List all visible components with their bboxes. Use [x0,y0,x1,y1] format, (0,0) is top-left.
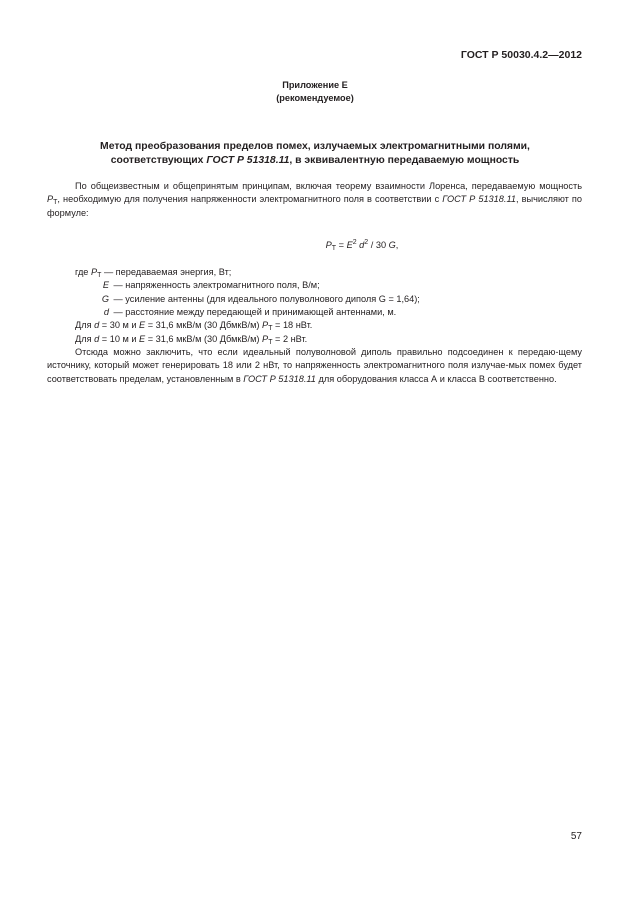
method-title-line2 [60,154,570,168]
definition-e-text: — напряженность электромагнитного поля, В/м; [111,280,320,291]
formula-rest: / 30 [368,239,389,250]
case-10m-c: = 31,6 мкВ/м (30 ДбмкВ/м) [145,333,263,344]
definition-pt-sub: T [97,272,102,280]
case-10m-e: E [139,333,146,344]
method-title-standard-ref: ГОСТ Р 51318.11 [206,155,290,166]
annex-type: (рекомендуемое) [276,93,354,103]
definition-e-symbol: E [102,280,109,291]
definitions [47,266,582,319]
case-30m [47,319,582,332]
definition-pt [47,266,582,279]
formula-e-sup: 2 [352,238,357,246]
definition-e [47,279,582,292]
intro-symbol: P [47,194,54,205]
case-30m-p: P [262,320,269,331]
formula [47,239,582,252]
intro-text-a: По общеизвестным и общепринятым принципам, включая теорему взаимности Лоренса, передаваемую мощность [75,181,582,191]
body-text [47,180,582,386]
formula-d: d [356,239,365,250]
formula-lhs: P [325,239,332,250]
definition-g-symbol: G [101,293,109,304]
case-10m-p-sub: T [268,338,273,346]
formula-lhs-sub: T [331,244,337,252]
formula-eq: = [336,239,347,250]
method-title-text-b: , в эквивалентную передаваемую мощность [289,155,520,166]
definition-pt-symbol: P [90,267,98,278]
definition-d [47,306,582,319]
formula-g: G [388,239,396,250]
intro-text-b: , необходимую для получения напряженности электромагнитного поля в соответствии с [57,194,443,205]
method-title [60,140,570,168]
conclusion-standard-ref: ГОСТ Р 51318.11 [243,373,316,384]
formula-e: E [346,239,353,250]
intro-paragraph [47,180,582,220]
case-30m-end: = 18 нВт. [272,320,313,331]
formula-end: , [395,239,399,250]
case-10m [47,333,582,346]
definitions-lead: где [75,267,91,278]
case-30m-c: = 31,6 мкВ/м (30 ДбмкВ/м) [145,320,263,331]
definition-g-text: — усиление антенны (для идеального полуволнового диполя G = 1,64); [111,293,420,304]
definition-d-symbol: d [103,307,109,318]
case-30m-e: E [139,320,146,331]
case-10m-d: d [94,333,100,344]
case-30m-a: Для [75,320,95,331]
case-30m-b: = 30 м и [99,320,140,331]
formula-d-sup: 2 [364,238,369,246]
page-number: 57 [570,831,582,842]
conclusion-text-b: для оборудования класса А и класса В соответственно. [315,373,557,384]
document-code: ГОСТ Р 50030.4.2—2012 [460,49,582,61]
method-title-text-a: соответствующих [110,155,207,166]
definition-d-text: — расстояние между передающей и принимающей антеннами, м. [111,307,397,318]
intro-standard-ref: ГОСТ Р 51318.11 [442,194,516,205]
case-10m-end: = 2 нВт. [272,333,308,344]
case-10m-p: P [262,333,269,344]
definition-g [47,293,582,306]
case-30m-d: d [94,320,100,331]
conclusion-paragraph [47,346,582,386]
conclusion-text-a: Отсюда можно заключить, что если идеальный полуволновой диполь правильно подсоединен к передаю-щему источнику, который может генерировать 18 или 2 нВт, то напряженность электромагнитного поля излучае-мых помех будет соответствовать пределам, установленным в [47,346,582,384]
case-10m-a: Для [75,333,95,344]
case-10m-b: = 10 м и [99,333,140,344]
definition-pt-text: — передаваемая энергия, Вт; [101,267,232,278]
annex-title: Приложение Е [282,80,348,90]
intro-symbol-sub: T [53,199,58,207]
case-30m-p-sub: T [268,325,273,333]
method-title-line1: Метод преобразования пределов помех, излучаемых электромагнитными полями, [100,141,530,152]
annex-heading [0,79,630,105]
intro-text-c: , вычисляют по формуле: [47,194,582,218]
